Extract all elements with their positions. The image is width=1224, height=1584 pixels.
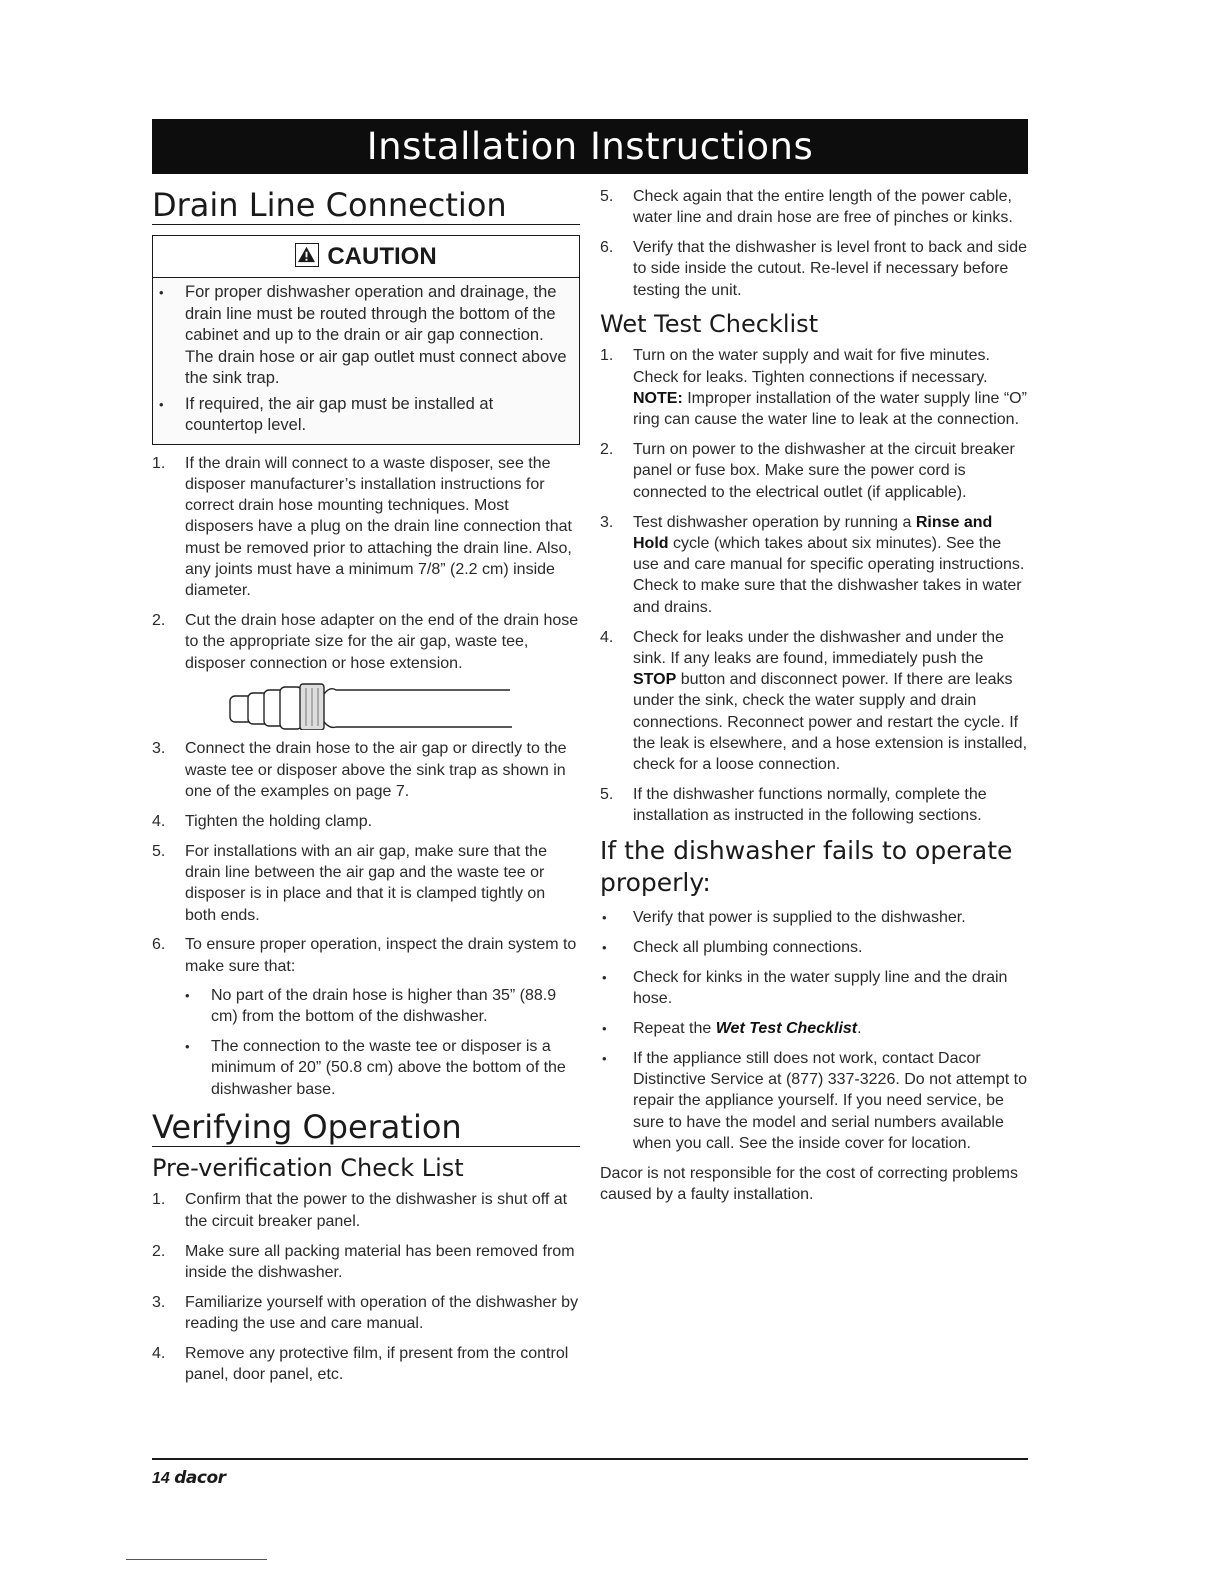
pre-verification-steps [152,1189,580,1385]
verifying-operation-heading: Verifying Operation [152,1108,580,1147]
list-item: 6. To ensure proper operation, inspect the drain system to make sure that: • No part of the drain hose is higher than 35” (88.9 cm) from the bottom of the dishwasher. • The connection to the waste tee or disposer is a minimum of 20” (50.8 cm) above the bottom of the dishwasher base. [152,934,580,1100]
list-item: 3. Test dishwasher operation by running a Rinse and Hold cycle (which takes about six minutes). See the use and care manual for specific operating instructions. Check to make sure that the dishwasher takes in water and drains. [600,513,1025,616]
troubleshooting-heading: If the dishwasher fails to operate properly: [600,836,1013,898]
caution-header [153,236,579,278]
page-number: 14 [152,1470,170,1487]
list-item: 6. Verify that the dishwasher is level front to back and side to side inside the cutout. Re-level if necessary before testing the unit. [600,239,1027,299]
brand-logo: dacor [174,1468,226,1488]
footer-rule [152,1458,1028,1460]
caution-item: • For proper dishwasher operation and drainage, the drain line must be routed through the bottom of the cabinet and up to the drain or air gap connection. The drain hose or air gap outlet must connect above the sink trap. [159,282,573,390]
pre-verification-heading: Pre-verification Check List [152,1154,464,1183]
caution-item: • If required, the air gap must be installed at countertop level. [159,394,573,437]
caution-body [153,278,579,444]
list-item: 1. If the drain will connect to a waste disposer, see the disposer manufacturer’s installation instructions for correct drain hose mounting techniques. Most disposers have a plug on the drain line connection that must be removed prior to attaching the drain line. Also, any joints must have a minimum 7/8” (2.2 cm) inside diameter. [152,454,572,600]
list-item: • Check all plumbing connections. [600,937,1030,958]
troubleshooting-list [600,907,1030,1154]
pre-verification-steps-continued [600,186,1030,301]
right-column [600,186,1030,1205]
drain-line-heading: Drain Line Connection [152,186,580,225]
sub-list-item: • The connection to the waste tee or disposer is a minimum of 20” (50.8 cm) above the bottom of the dishwasher base. [185,1036,580,1100]
warning-triangle-icon [295,243,319,267]
list-item: 1. Turn on the water supply and wait for five minutes. Check for leaks. Tighten connections if necessary. NOTE: Improper installation of the water supply line “O” ring can cause the water line to leak at the connection. [600,347,1027,429]
list-item: 4. Check for leaks under the dishwasher and under the sink. If any leaks are found, immediately push the STOP button and disconnect power. If there are leaks under the sink, check the water supply and drain connections. Reconnect power and restart the cycle. If the leak is elsewhere, and a hose extension is installed, check for a loose connection. [600,628,1028,774]
disclaimer-text: Dacor is not responsible for the cost of correcting problems caused by a faulty installation. [600,1164,1018,1203]
list-item: 2. Make sure all packing material has been removed from inside the dishwasher. [152,1242,575,1281]
list-item: 2. Cut the drain hose adapter on the end of the drain hose to the appropriate size for the air gap, waste tee, disposer connection or hose extension. [152,612,579,672]
list-item: 4. Remove any protective film, if present from the control panel, door panel, etc. [152,1344,569,1383]
page-footer [152,1468,226,1488]
caution-label: CAUTION [327,243,437,270]
list-item: • Verify that power is supplied to the dishwasher. [600,907,1030,928]
list-item: 4. Tighten the holding clamp. [152,812,373,830]
list-item: • If the appliance still does not work, contact Dacor Distinctive Service at (877) 337-3226. Do not attempt to repair the appliance yourself. If you need service, be sure to have the model and serial numbers available when you call. See the inside cover for location. [600,1048,1030,1154]
list-item: • Repeat the Wet Test Checklist. [600,1018,1030,1039]
caution-box [152,235,580,445]
list-item: • Check for kinks in the water supply line and the drain hose. [600,967,1030,1010]
section-banner: Installation Instructions [152,119,1028,174]
list-item: 3. Familiarize yourself with operation of the dishwasher by reading the use and care manual. [152,1293,579,1332]
list-item: 5. If the dishwasher functions normally, complete the installation as instructed in the following sections. [600,786,987,825]
list-item: 5. For installations with an air gap, make sure that the drain line between the air gap and the waste tee or disposer is in place and that it is clamped tightly on both ends. [152,842,547,924]
scan-edge-line [126,1559,267,1560]
sub-list-item: • No part of the drain hose is higher than 35” (88.9 cm) from the bottom of the dishwasher. [185,985,580,1028]
drain-hose-adapter-figure [224,682,514,730]
list-item: 1. Confirm that the power to the dishwasher is shut off at the circuit breaker panel. [152,1191,568,1230]
list-item: 2. Turn on power to the dishwasher at the circuit breaker panel or fuse box. Make sure the power cord is connected to the electrical outlet (if applicable). [600,441,1015,501]
drain-steps-continued [152,738,580,1099]
wet-test-heading: Wet Test Checklist [600,310,819,339]
list-item: 5. Check again that the entire length of the power cable, water line and drain hose are free of pinches or kinks. [600,188,1013,227]
left-column [152,186,580,1394]
list-item: 3. Connect the drain hose to the air gap or directly to the waste tee or disposer above the sink trap as shown in one of the examples on page 7. [152,740,567,801]
wet-test-steps [600,345,1030,826]
drain-steps [152,453,580,674]
